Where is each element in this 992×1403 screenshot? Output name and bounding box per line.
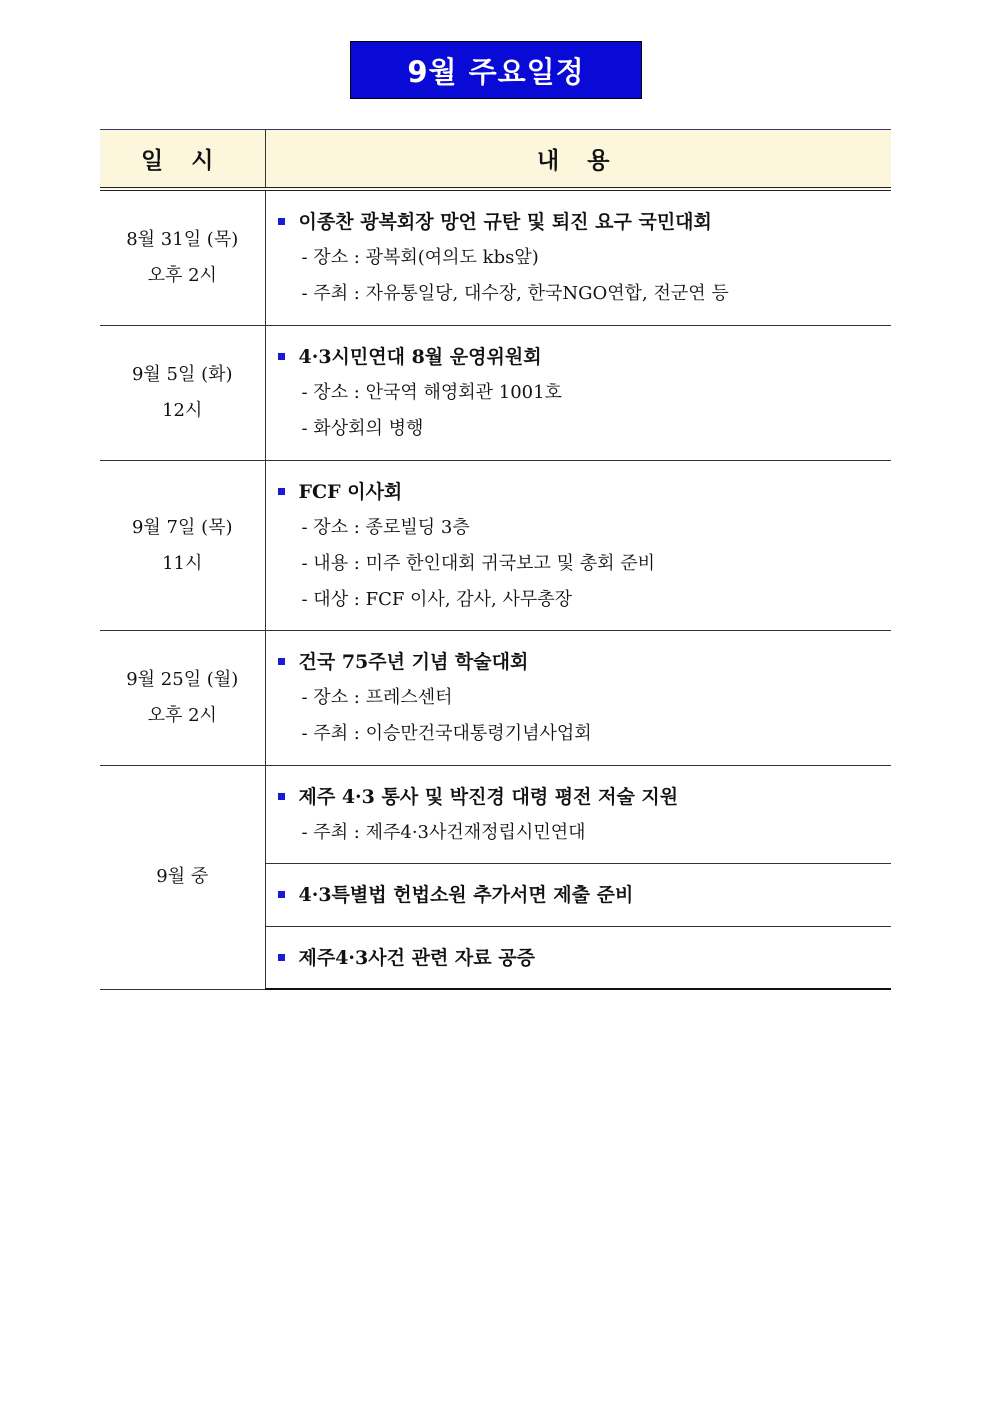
square-bullet-icon <box>278 353 285 360</box>
event-title-line <box>278 940 892 976</box>
event-detail: - 주최 : 제주4·3사건재정립시민연대 <box>301 821 586 843</box>
table-row <box>100 461 891 631</box>
date-line: 9월 25일 (월) <box>126 669 239 690</box>
date-cell <box>100 631 265 766</box>
table-row <box>100 631 891 766</box>
schedule-table <box>100 129 891 990</box>
table-header-row <box>100 130 891 190</box>
time-line: 오후 2시 <box>147 705 217 726</box>
event-detail: - 장소 : 종로빌딩 3층 <box>301 516 470 538</box>
time-line: 12시 <box>162 400 203 421</box>
table-row <box>100 189 891 326</box>
content-cell <box>265 864 891 927</box>
event-detail: - 화상회의 병행 <box>301 418 424 439</box>
event-title-line <box>278 339 892 375</box>
content-cell <box>265 461 891 631</box>
event-title-line <box>278 644 892 680</box>
event-title: 건국 75주년 기념 학술대회 <box>298 651 529 673</box>
event-detail: - 주최 : 이승만건국대통령기념사업회 <box>301 723 592 744</box>
header-content: 내 용 <box>265 130 891 190</box>
event-title: 제주 4·3 통사 및 박진경 대령 평전 저술 지원 <box>298 785 679 808</box>
content-cell <box>265 189 891 326</box>
event-detail: - 장소 : 프레스센터 <box>301 687 453 708</box>
date-cell <box>100 326 265 461</box>
event-detail: - 대상 : FCF 이사, 감사, 사무총장 <box>301 588 573 610</box>
date-line: 8월 31일 (목) <box>126 229 239 250</box>
page-title: 9월 주요일정 <box>407 54 585 89</box>
event-title-line <box>278 204 892 240</box>
date-line: 9월 5일 (화) <box>131 364 233 385</box>
content-cell <box>265 326 891 461</box>
content-cell <box>265 927 891 990</box>
table-row <box>100 766 891 864</box>
content-cell <box>265 766 891 864</box>
time-line: 오후 2시 <box>147 265 217 286</box>
event-title-line <box>278 877 892 913</box>
square-bullet-icon <box>278 793 285 800</box>
square-bullet-icon <box>278 891 285 898</box>
event-title: FCF 이사회 <box>298 480 403 503</box>
event-title: 이종찬 광복회장 망언 규탄 및 퇴진 요구 국민대회 <box>298 211 712 233</box>
event-title: 4·3시민연대 8월 운영위원회 <box>298 346 542 368</box>
date-line: 9월 7일 (목) <box>131 516 233 538</box>
content-cell <box>265 631 891 766</box>
square-bullet-icon <box>278 954 285 961</box>
event-detail: - 내용 : 미주 한인대회 귀국보고 및 총회 준비 <box>301 552 656 574</box>
event-title: 4·3특별법 헌법소원 추가서면 제출 준비 <box>298 884 634 906</box>
square-bullet-icon <box>278 218 285 225</box>
event-title-line <box>278 474 892 510</box>
square-bullet-icon <box>278 658 285 665</box>
event-title-line <box>278 779 892 815</box>
event-detail: - 장소 : 광복회(여의도 kbs앞) <box>301 247 539 268</box>
table-row <box>100 326 891 461</box>
date-cell <box>100 461 265 631</box>
header-date: 일 시 <box>100 130 265 190</box>
date-cell <box>100 189 265 326</box>
date-cell-group: 9월 중 <box>100 766 265 990</box>
event-detail: - 장소 : 안국역 해영회관 1001호 <box>301 382 562 403</box>
event-title: 제주4·3사건 관련 자료 공증 <box>298 946 535 969</box>
time-line: 11시 <box>162 552 203 574</box>
event-detail: - 주최 : 자유통일당, 대수장, 한국NGO연합, 전군연 등 <box>301 283 729 304</box>
page-title-box <box>350 41 642 99</box>
square-bullet-icon <box>278 488 285 495</box>
